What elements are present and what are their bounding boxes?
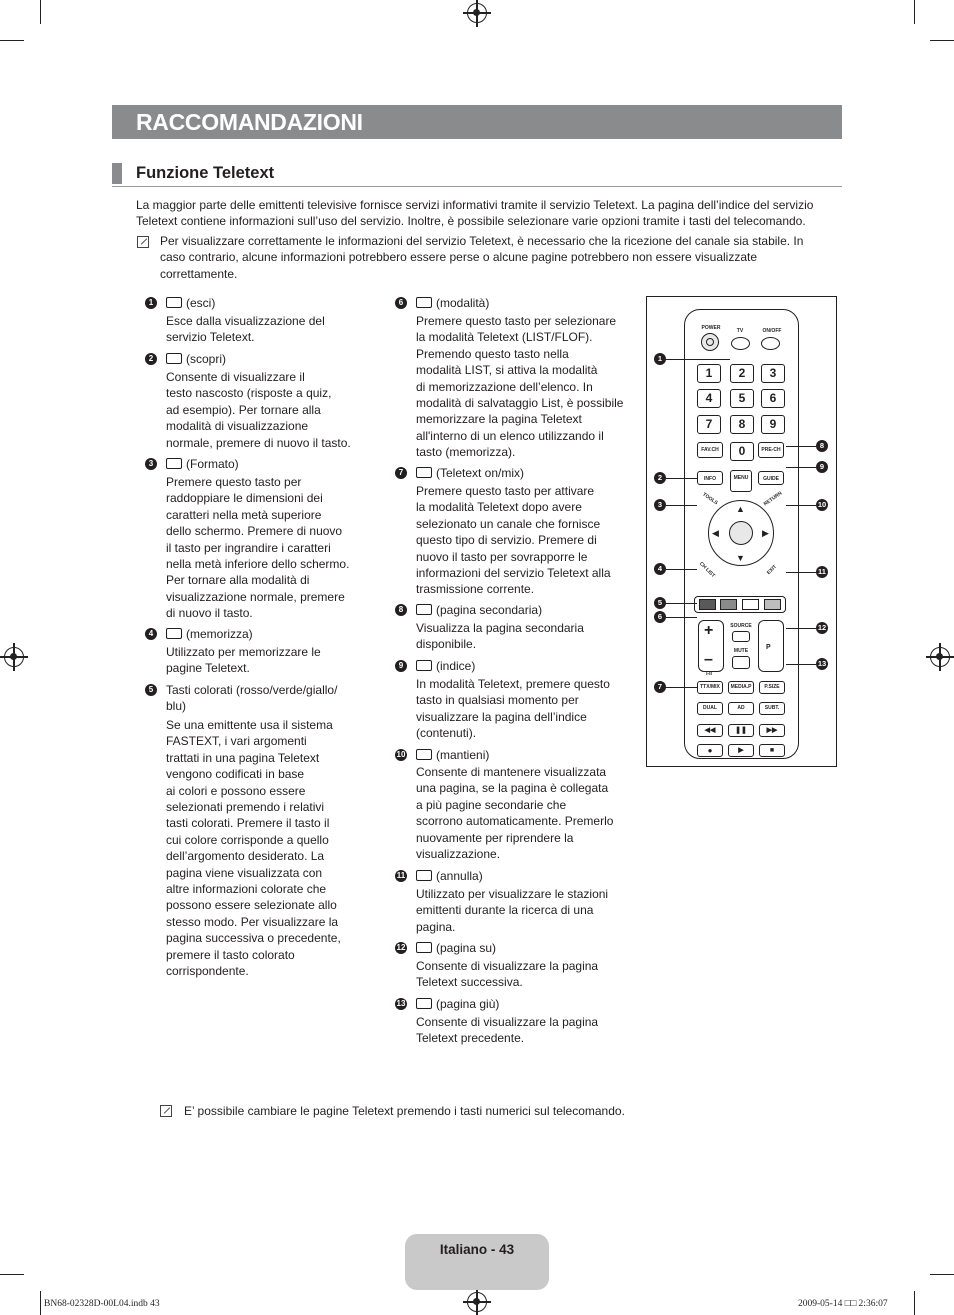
intro-paragraph: La maggior parte delle emittenti televisive fornisce servizi informativi tramite il servizio Teletext. La pagina dell’indice del servizio Teletext contiene informazioni sull’uso del servizio. Inoltre, è possibile selezionare varie opzioni tramite i tasti del telecomando.	[136, 198, 814, 229]
rewind-button: ◀◀	[697, 724, 723, 737]
item-number: 4	[145, 628, 157, 640]
source-button	[732, 631, 750, 642]
digit-button: 4	[697, 389, 721, 408]
digit-button: 9	[761, 415, 785, 434]
item-description: Premere questo tasto per raddoppiare le dimensioni dei caratteri nella metà superiore dello schermo. Premere di nuovo il tasto per ingrandire i caratteri nella metà inferiore dello schermo. Per tornare alla modalità di visualizzazione normale, premere di nuovo il tasto.	[166, 475, 350, 621]
media-p-button: MEDIA.P	[728, 681, 754, 694]
page-number: Italiano - 43	[439, 1242, 515, 1257]
item-description: Esce dalla visualizzazione del servizio Teletext.	[166, 314, 325, 345]
item-number: 2	[145, 353, 157, 365]
item-description: Premere questo tasto per attivare la modalità Teletext dopo avere selezionato un canale che fornisce questo tipo di servizio. Premere di nuovo il tasto per sovrapporre le informazioni del servizio Teletext alla trasmissione corrente.	[416, 484, 611, 597]
item-heading	[416, 940, 496, 956]
item-description: Consente di mantenere visualizzata una pagina, se la pagina è collegata a più pagine secondarie che scorrono automaticamente. Premerlo nuovamente per riprendere la visualizzazione.	[416, 765, 614, 862]
callout-line	[786, 664, 816, 665]
ad-button: AD	[728, 702, 754, 715]
blue-key	[764, 599, 781, 610]
channel-label: P	[766, 644, 771, 651]
item-number: 3	[145, 458, 157, 470]
callout-line	[666, 603, 697, 604]
record-button: ●	[697, 744, 723, 757]
callout-number: 10	[817, 500, 827, 509]
item-heading-text: (esci)	[186, 296, 216, 310]
item-description: Consente di visualizzare la pagina Teletext precedente.	[416, 1015, 599, 1046]
callout-line	[666, 617, 697, 618]
callout-line	[666, 505, 697, 506]
footer-date: 2009-05-14 □□ 2:36:07	[798, 1299, 888, 1309]
digit-button: 3	[761, 364, 785, 383]
item-number: 10	[396, 750, 406, 759]
callout-line	[786, 505, 816, 506]
prech-button: PRE-CH	[758, 442, 784, 458]
item-heading-text: (Formato)	[186, 457, 239, 471]
callout-line	[666, 569, 697, 570]
teletext-key-icon	[416, 604, 432, 615]
crop-mark	[930, 40, 954, 41]
note-text: Per visualizzare correttamente le informazioni del servizio Teletext, è necessario che la ricezione del canale sia stabile. In caso contrario, alcune informazioni potrebbero essere perse o alcune pagine potrebbero non essere visualizzate correttamente.	[160, 234, 804, 281]
power-icon	[706, 338, 714, 346]
mute-label: MUTE	[733, 648, 749, 654]
teletext-key-icon	[416, 297, 432, 308]
item-description: Se una emittente usa il sistema FASTEXT, i vari argomenti trattati in una pagina Teletext vengono codificati in base ai colori e possono essere selezionati premendo i relativi tasti colorati. Premere il tasto il cui colore corrisponde a quello dell’argomento desiderato. La pagina viene visualizzata con altre informazioni colorate che possono essere selezionate allo stesso modo. Per visualizzare la pagina successiva o precedente, premere il tasto colorato corrispondente.	[166, 718, 341, 979]
crop-mark	[914, 1291, 915, 1315]
left-arrow-icon: ◀	[712, 528, 719, 538]
item-heading	[166, 351, 356, 367]
dual-button: DUAL	[697, 702, 723, 715]
pause-button: ❚❚	[728, 724, 754, 737]
teletext-key-icon	[416, 998, 432, 1009]
callout-line	[666, 359, 730, 360]
digit-button: 7	[697, 415, 721, 434]
section-rule	[112, 186, 842, 187]
item-heading	[166, 456, 356, 472]
item-number: 5	[145, 684, 157, 696]
registration-mark-icon	[467, 3, 487, 23]
callout-number: 9	[816, 461, 828, 473]
item-description: Utilizzato per visualizzare le stazioni emittenti durante la ricerca di una pagina.	[416, 887, 609, 934]
power-button	[701, 333, 719, 351]
teletext-key-icon	[166, 628, 182, 639]
item-heading-text: (annulla)	[436, 869, 483, 883]
item-description: Premere questo tasto per selezionare la modalità Teletext (LIST/FLOF). Premendo questo tasto nella modalità LIST, si attiva la modalità di memorizzazione dell’elenco. In modalità di salvataggio List, è possibile memorizzare la pagina Teletext all'interno di un elenco utilizzando il tasto (memorizza).	[416, 314, 624, 460]
p-size-button: P.SIZE	[759, 681, 785, 694]
item-heading-text: (Teletext on/mix)	[436, 466, 525, 480]
crop-mark	[0, 1274, 24, 1275]
subt-button: SUBT.	[759, 702, 785, 715]
callout-line	[786, 446, 816, 447]
item-heading	[416, 602, 542, 618]
digit-button: 8	[730, 415, 754, 434]
item-description: Visualizza la pagina secondaria disponibile.	[416, 621, 584, 652]
callout-number: 6	[654, 611, 666, 623]
digit-button: 5	[730, 389, 754, 408]
item-description: Consente di visualizzare la pagina Teletext successiva.	[416, 959, 599, 990]
teletext-key-icon	[416, 749, 432, 760]
callout-number: 2	[654, 472, 666, 484]
enter-button	[729, 521, 753, 545]
item-heading	[166, 626, 356, 642]
digit-button: 0	[730, 442, 754, 461]
digit-button: 2	[730, 364, 754, 383]
volume-up-icon: +	[704, 622, 714, 639]
source-label: SOURCE	[730, 623, 752, 629]
registration-mark-icon	[4, 647, 24, 667]
ttx-mix-button: TTX/MIX	[697, 681, 723, 694]
red-key	[699, 599, 716, 610]
item-heading-text: Tasti colorati (rosso/verde/giallo/ blu)	[166, 683, 338, 714]
power-label: POWER	[701, 325, 721, 331]
footer-file: BN68-02328D-00L04.indb 43	[44, 1299, 160, 1309]
item-number: 8	[395, 604, 407, 616]
callout-number: 12	[817, 623, 827, 632]
item-heading	[416, 996, 499, 1012]
play-button: ▶	[728, 744, 754, 757]
item-heading-text: (memorizza)	[186, 627, 253, 641]
up-arrow-icon: ▲	[736, 504, 745, 514]
item-description: Utilizzato per memorizzare le pagine Teletext.	[166, 645, 321, 676]
crop-mark	[914, 0, 915, 24]
callout-number: 7	[654, 681, 666, 693]
onoff-label: ON/OFF	[762, 328, 782, 334]
crop-mark	[40, 0, 41, 24]
item-description: In modalità Teletext, premere questo tasto in qualsiasi momento per visualizzare la pagina dell’indice (contenuti).	[416, 677, 610, 741]
callout-number: 5	[654, 597, 666, 609]
item-number: 1	[145, 297, 157, 309]
tools-label: TOOLS	[701, 491, 719, 507]
callout-number: 8	[816, 440, 828, 452]
item-heading-text: (mantieni)	[436, 748, 490, 762]
item-heading	[416, 747, 489, 763]
digit-button: 6	[761, 389, 785, 408]
callout-line	[786, 467, 816, 468]
callout-number: 3	[654, 499, 666, 511]
callout-line	[666, 478, 697, 479]
guide-button: GUIDE	[758, 471, 784, 485]
teletext-key-icon	[166, 297, 182, 308]
bottom-note: E’ possibile cambiare le pagine Teletext premendo i tasti numerici sul telecomando.	[184, 1104, 625, 1118]
teletext-key-icon	[416, 942, 432, 953]
crop-mark	[930, 1274, 954, 1275]
item-heading-text: (pagina giù)	[436, 997, 500, 1011]
right-arrow-icon: ▶	[762, 528, 769, 538]
item-heading-text: (modalità)	[436, 296, 490, 310]
item-heading	[166, 682, 356, 715]
exit-label: EXIT	[765, 563, 779, 577]
note-icon	[160, 1105, 172, 1117]
callout-number: 13	[817, 659, 827, 668]
callout-number: 11	[816, 566, 828, 578]
digit-button: 1	[697, 364, 721, 383]
callout-line	[786, 572, 816, 573]
teletext-key-icon	[166, 353, 182, 364]
stop-button: ■	[759, 744, 785, 757]
tv-button	[731, 337, 750, 350]
mute-button	[732, 656, 750, 669]
item-heading	[416, 295, 489, 311]
callout-number: 4	[654, 563, 666, 575]
item-heading	[416, 465, 524, 481]
chlist-label: CH LIST	[697, 560, 716, 579]
item-description: Consente di visualizzare il testo nascosto (risposte a quiz, ad esempio). Per tornare alla modalità di visualizzazione normale, premere di nuovo il tasto.	[166, 370, 351, 450]
onoff-button	[761, 337, 780, 350]
tv-label: TV	[736, 328, 744, 334]
channel-rocker	[758, 620, 784, 672]
down-arrow-icon: ▼	[736, 553, 745, 563]
info-button: INFO	[697, 471, 723, 485]
crop-mark	[40, 1291, 41, 1315]
teletext-key-icon	[416, 660, 432, 671]
note-icon	[137, 236, 149, 248]
item-heading-text: (pagina secondaria)	[436, 603, 543, 617]
volume-down-icon: –	[704, 651, 713, 668]
callout-line	[666, 687, 697, 688]
page-title: RACCOMANDAZIONI	[136, 109, 363, 135]
teletext-key-icon	[166, 458, 182, 469]
item-number: 13	[396, 999, 406, 1008]
fast-forward-button: ▶▶	[759, 724, 785, 737]
title-bar	[112, 105, 842, 139]
section-marker	[112, 163, 122, 184]
callout-line	[786, 628, 816, 629]
item-number: 9	[395, 660, 407, 672]
dual-top-label: I-II	[706, 671, 712, 677]
section-title: Funzione Teletext	[136, 164, 275, 182]
item-number: 6	[395, 297, 407, 309]
item-number: 11	[396, 871, 406, 880]
return-label: RETURN	[762, 490, 784, 508]
crop-mark	[0, 40, 24, 41]
yellow-key	[742, 599, 759, 610]
registration-mark-icon	[930, 647, 950, 667]
item-heading-text: (pagina su)	[436, 941, 497, 955]
item-heading-text: (indice)	[436, 659, 476, 673]
menu-button: MENU	[730, 470, 752, 492]
item-heading-text: (scopri)	[186, 352, 227, 366]
green-key	[720, 599, 737, 610]
teletext-key-icon	[416, 870, 432, 881]
favch-button: FAV.CH	[697, 442, 723, 458]
item-number: 12	[396, 943, 406, 952]
item-heading	[166, 295, 356, 311]
item-number: 7	[395, 467, 407, 479]
item-heading	[416, 658, 475, 674]
teletext-key-icon	[416, 467, 432, 478]
callout-number: 1	[654, 353, 666, 365]
item-heading	[416, 868, 483, 884]
registration-mark-icon	[467, 1292, 487, 1312]
